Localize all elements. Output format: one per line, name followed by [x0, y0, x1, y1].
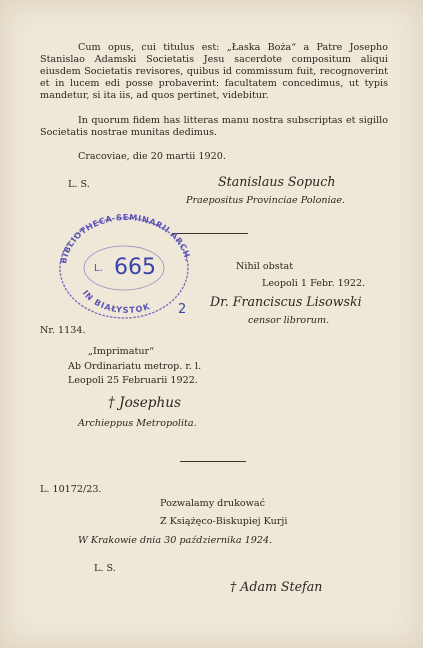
krakow-line-2: Z Książęco-Biskupiej Kurji [160, 516, 288, 527]
approbatio-paragraph-1: Cum opus, cui titulus est: „Łaska Boża“ a Patre Josepho Stanislao Adamski Societatis Jesu sacerdote compositum aliqui eiusdem Societatis revisores, quibus id commissum fuit, recognoverint et in lucem edi posse probaverint: facultatem concedimus, ut typis mandetur, si ita iis, ad quos pertinet, videbitur. [40, 42, 388, 102]
approbatio-title: Praepositus Provinciae Poloniae. [186, 195, 346, 206]
nihil-obstat-date: Leopoli 1 Febr. 1922. [262, 278, 366, 289]
stamp-bottom-text: IN BIAŁYSTOK [80, 288, 152, 315]
approbatio-ls: L. S. [68, 179, 90, 190]
library-stamp [48, 210, 198, 320]
stamp-handwritten-number: 665 [114, 255, 156, 280]
divider-rule-2 [180, 461, 246, 462]
imprimatur-line-1: Ab Ordinariatu metrop. r. l. [68, 361, 202, 372]
imprimatur-line-2: Leopoli 25 Februarii 1922. [68, 375, 198, 386]
krakow-ls: L. S. [94, 563, 116, 574]
imprimatur-signer: † Josephus [108, 395, 181, 411]
nihil-obstat-signer: Dr. Franciscus Lisowski [210, 294, 362, 309]
approbatio-paragraph-2: In quorum fidem has litteras manu nostra subscriptas et sigillo Societatis nostrae munitas dedimus. [40, 115, 388, 139]
imprimatur-number: Nr. 1134. [40, 325, 86, 336]
approbatio-signer: Stanislaus Sopuch [218, 174, 336, 189]
approbatio-date: Cracoviae, die 20 martii 1920. [78, 151, 226, 162]
krakow-line-1: Pozwalamy drukować [160, 498, 265, 509]
stamp-handwritten-suffix: 2 [178, 302, 187, 317]
imprimatur-title: Archieppus Metropolita. [78, 418, 197, 429]
nihil-obstat-label: Nihil obstat [236, 261, 294, 272]
krakow-signer: † Adam Stefan [230, 579, 323, 594]
krakow-number: L. 10172/23. [40, 484, 102, 495]
stamp-top-text: BIBLIOTHECA SEMINARII ARCH. [58, 211, 194, 265]
imprimatur-label: „Imprimatur“ [88, 346, 154, 357]
stamp-prefix: L. [94, 263, 103, 274]
krakow-line-3: W Krakowie dnia 30 października 1924. [78, 535, 273, 546]
nihil-obstat-title: censor librorum. [248, 315, 330, 326]
